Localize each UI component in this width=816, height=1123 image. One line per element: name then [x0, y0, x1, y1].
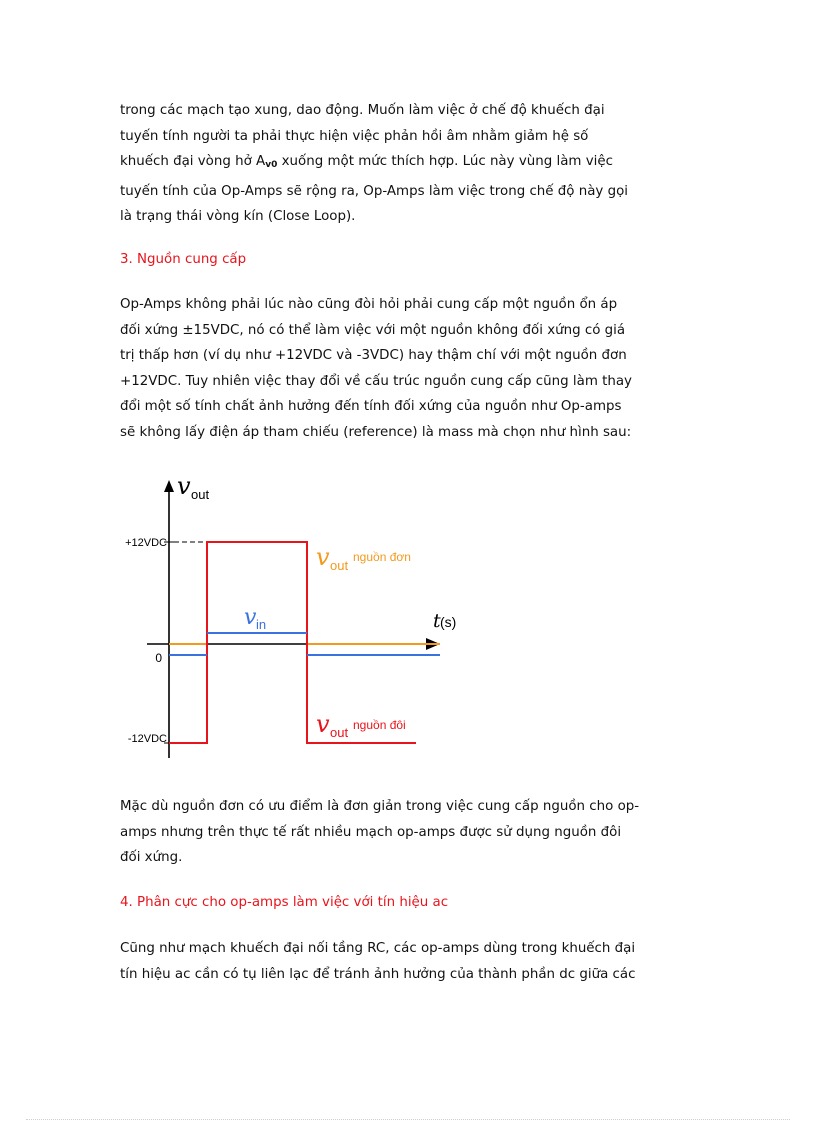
- vout-dual-supply-waveform: [169, 542, 416, 743]
- text-line: đối xứng.: [120, 850, 183, 865]
- text-line: Op-Amps không phải lúc nào cũng đòi hỏi phải cung cấp một nguồn ổn áp: [120, 297, 618, 312]
- y-axis-arrow: [164, 480, 174, 492]
- paragraph-single-vs-dual: [120, 794, 700, 871]
- text-line: Mặc dù nguồn đơn có ưu điểm là đơn giản trong việc cung cấp nguồn cho op-: [120, 799, 640, 814]
- paragraph-closed-loop: [120, 98, 700, 230]
- vout-single-symbol: v: [316, 543, 330, 571]
- text-line: là trạng thái vòng kín (Close Loop).: [120, 209, 356, 224]
- text-line: +12VDC. Tuy nhiên việc thay đổi về cấu trúc nguồn cung cấp cũng làm thay: [120, 373, 632, 389]
- text-line: tuyến tính người ta phải thực hiện việc phản hồi âm nhằm giảm hệ số: [120, 128, 589, 144]
- label-zero: 0: [155, 651, 162, 665]
- paragraph-power-supply: [120, 292, 700, 445]
- text-line: tuyến tính của Op-Amps sẽ rộng ra, Op-Amps làm việc trong chế độ này gọi: [120, 183, 629, 199]
- vout-dual-label: nguồn đôi: [353, 718, 406, 732]
- subscript-v0: v0: [265, 160, 278, 170]
- label-minus-12vdc: -12VDC: [127, 733, 167, 745]
- vout-waveform-figure: [120, 468, 457, 758]
- x-axis-unit: (s): [440, 614, 457, 630]
- text-line: amps nhưng trên thực tế rất nhiều mạch op-amps được sử dụng nguồn đôi: [120, 824, 622, 840]
- y-axis-symbol: v: [177, 472, 191, 500]
- label-plus-12vdc: +12VDC: [125, 537, 167, 549]
- text-line: sẽ không lấy điện áp tham chiếu (reference) là mass mà chọn như hình sau:: [120, 424, 632, 440]
- text-line: đối xứng ±15VDC, nó có thể làm việc với một nguồn không đối xứng có giá: [120, 322, 626, 338]
- text-line: [120, 149, 700, 179]
- vin-symbol: v: [244, 605, 257, 630]
- vout-single-subscript: out: [330, 558, 349, 573]
- section-heading-ac-bias: 4. Phân cực cho op-amps làm việc với tín hiệu ac: [120, 895, 449, 910]
- text-line: trong các mạch tạo xung, dao động. Muốn làm việc ở chế độ khuếch đại: [120, 103, 605, 118]
- section-heading-power-supply: 3. Nguồn cung cấp: [120, 252, 247, 267]
- text-line: Cũng như mạch khuếch đại nối tầng RC, các op-amps dùng trong khuếch đại: [120, 941, 636, 956]
- x-axis-symbol: t: [433, 610, 441, 632]
- vout-single-label: nguồn đơn: [353, 550, 411, 564]
- vin-subscript: in: [256, 617, 267, 632]
- text-fragment: khuếch đại vòng hở A: [120, 154, 266, 169]
- text-fragment: xuống một mức thích hợp. Lúc này vùng làm việc: [277, 154, 613, 169]
- paragraph-ac-coupling: [120, 936, 700, 987]
- vout-dual-symbol: v: [316, 710, 330, 738]
- y-axis-subscript: out: [191, 487, 210, 502]
- vout-dual-subscript: out: [330, 725, 349, 740]
- text-line: tín hiệu ac cần có tụ liên lạc để tránh ảnh hưởng của thành phần dc giữa các: [120, 966, 636, 982]
- text-line: trị thấp hơn (ví dụ như +12VDC và -3VDC) hay thậm chí với một nguồn đơn: [120, 348, 627, 363]
- page-bottom-rule: [26, 1119, 790, 1120]
- text-line: đổi một số tính chất ảnh hưởng đến tính đối xứng của nguồn như Op-amps: [120, 399, 622, 414]
